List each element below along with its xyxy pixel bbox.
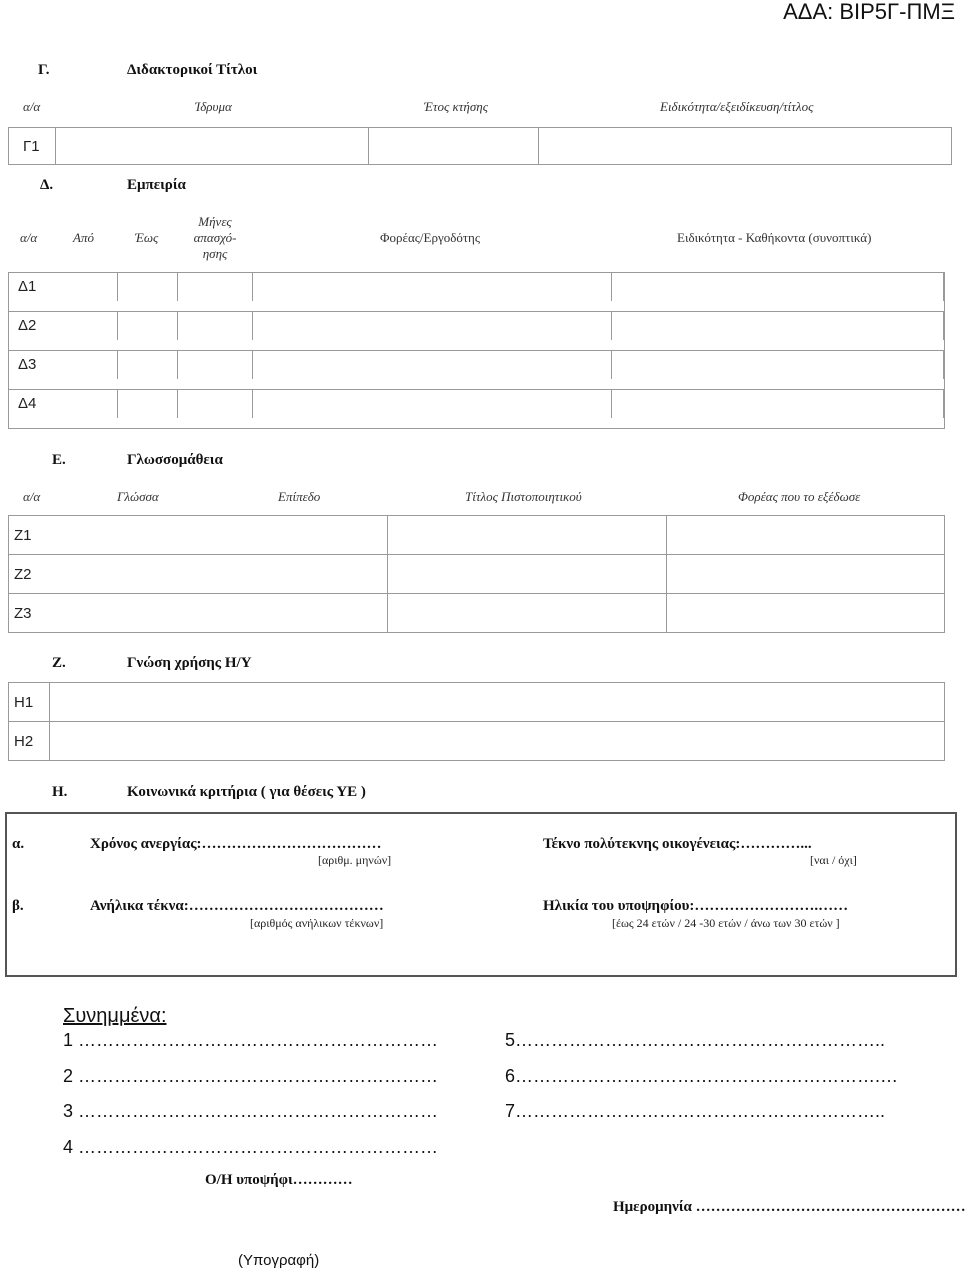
column-header-months-line: ησης xyxy=(202,246,228,261)
from-cell xyxy=(118,390,178,418)
column-header-institution: Ίδρυμα xyxy=(195,99,232,114)
unemployment-field: Χρόνος ανεργίας:……………………………… xyxy=(90,836,382,852)
candidate-age-hint: [έως 24 ετών / 24 -30 ετών / άνω των 30 ετών ] xyxy=(612,916,840,930)
date-field: Ημερομηνία ……………………………………………… xyxy=(613,1199,966,1215)
column-header-level: Επίπεδο xyxy=(278,489,321,504)
attachment-line: 2 …………………………………………………… xyxy=(63,1066,439,1086)
doctoral-titles-table xyxy=(8,127,952,165)
large-family-hint: [ναι / όχι] xyxy=(810,853,857,867)
column-header-from: Από xyxy=(73,230,94,245)
row-label: Δ2 xyxy=(9,312,118,340)
column-header-employer: Φορέας/Εργοδότης xyxy=(380,230,480,245)
section-e-title: Γλωσσομάθεια xyxy=(127,452,223,468)
large-family-field: Τέκνο πολύτεκνης οικογένειας:…………... xyxy=(543,836,812,852)
table-row xyxy=(9,722,944,760)
column-header-specialty: Ειδικότητα/εξειδίκευση/τίτλος xyxy=(660,99,814,114)
duties-cell xyxy=(9,379,118,390)
duties-cell xyxy=(9,340,118,351)
column-header-months-line: απασχό- xyxy=(193,230,237,245)
row-label: Ζ2 xyxy=(9,555,388,593)
section-e-letter: Ε. xyxy=(52,452,66,468)
section-h-letter: Η. xyxy=(52,784,68,800)
column-header-language: Γλώσσα xyxy=(117,489,159,504)
months-cell xyxy=(253,351,612,379)
attachment-line: 3 …………………………………………………… xyxy=(63,1101,439,1121)
from-cell xyxy=(118,273,178,301)
table-row xyxy=(9,128,951,164)
table-row xyxy=(9,594,944,632)
table-row xyxy=(9,683,944,722)
section-g-title: Διδακτορικοί Τίτλοι xyxy=(127,62,258,78)
column-header-to: Έως xyxy=(135,230,159,245)
to-cell xyxy=(178,273,253,301)
to-cell xyxy=(178,390,253,418)
ada-code: ΑΔΑ: ΒΙΡ5Γ-ΠΜΞ xyxy=(783,0,955,24)
section-h-title: Κοινωνικά κριτήρια ( για θέσεις ΥΕ ) xyxy=(127,784,366,800)
section-d-title: Εμπειρία xyxy=(127,177,186,193)
attachment-line: 4 …………………………………………………… xyxy=(63,1137,439,1157)
candidate-age-field: Ηλικία του υποψηφίου:…………………….…… xyxy=(543,898,849,914)
column-header-index: α/α xyxy=(23,99,41,114)
section-g-letter: Γ. xyxy=(38,62,50,78)
row-label: Δ4 xyxy=(9,390,118,418)
row-label: Η2 xyxy=(9,722,50,760)
row-label: Η1 xyxy=(9,683,50,721)
candidate-label: Ο/Η υποψήφι………… xyxy=(205,1172,353,1188)
column-header-index: α/α xyxy=(20,230,38,245)
to-cell xyxy=(178,351,253,379)
minor-children-field: Ανήλικα τέκνα:………………………………… xyxy=(90,898,384,914)
attachments-title: Συνημμένα: xyxy=(63,1005,167,1027)
from-cell xyxy=(118,351,178,379)
certificate-cell xyxy=(388,594,667,632)
row-label: Γ1 xyxy=(9,128,56,164)
column-header-index: α/α xyxy=(23,489,41,504)
certificate-cell xyxy=(388,555,667,593)
section-z-title: Γνώση χρήσης Η/Υ xyxy=(127,655,252,671)
languages-table xyxy=(8,515,945,633)
table-row xyxy=(9,351,944,390)
specialty-cell xyxy=(539,128,951,164)
column-header-months-line: Μήνες xyxy=(198,214,232,229)
table-row xyxy=(9,390,944,428)
duties-cell xyxy=(9,301,118,312)
experience-table xyxy=(8,272,945,429)
column-header-certificate: Τίτλος Πιστοποιητικού xyxy=(465,489,582,504)
row-label: Δ1 xyxy=(9,273,118,301)
issuer-cell xyxy=(667,555,944,593)
table-row xyxy=(9,555,944,594)
duties-cell xyxy=(9,418,118,429)
table-row xyxy=(9,516,944,555)
row-label: Ζ1 xyxy=(9,516,388,554)
column-header-issuer: Φορέας που το εξέδωσε xyxy=(738,489,861,504)
employer-cell xyxy=(612,312,944,340)
months-cell xyxy=(253,312,612,340)
table-row xyxy=(9,312,944,351)
table-row xyxy=(9,273,944,312)
months-cell xyxy=(253,390,612,418)
social-criteria-box xyxy=(5,812,957,977)
column-header-year: Έτος κτήσης xyxy=(424,99,488,114)
institution-cell xyxy=(56,128,369,164)
computer-skills-table xyxy=(8,682,945,761)
employer-cell xyxy=(612,351,944,379)
attachment-line: 7…………………………………………………….. xyxy=(505,1101,886,1121)
attachment-line: 5…………………………………………………….. xyxy=(505,1030,886,1050)
employer-cell xyxy=(612,390,944,418)
minor-children-hint: [αριθμός ανήλικων τέκνων] xyxy=(250,916,384,930)
attachment-line: 6…………………………………………………….… xyxy=(505,1066,899,1086)
signature-label: (Υπογραφή) xyxy=(238,1252,320,1269)
skill-cell xyxy=(50,683,944,721)
year-cell xyxy=(369,128,539,164)
issuer-cell xyxy=(667,594,944,632)
certificate-cell xyxy=(388,516,667,554)
row-label: Ζ3 xyxy=(9,594,388,632)
section-z-letter: Ζ. xyxy=(52,655,66,671)
months-cell xyxy=(253,273,612,301)
from-cell xyxy=(118,312,178,340)
unemployment-hint: [αριθμ. μηνών] xyxy=(318,853,392,867)
skill-cell xyxy=(50,722,944,760)
issuer-cell xyxy=(667,516,944,554)
section-d-letter: Δ. xyxy=(40,177,54,193)
to-cell xyxy=(178,312,253,340)
column-header-duties: Ειδικότητα - Καθήκοντα (συνοπτικά) xyxy=(677,230,872,245)
row-label: Δ3 xyxy=(9,351,118,379)
column-header-months xyxy=(180,214,250,262)
criterion-marker: β. xyxy=(12,898,24,914)
criterion-marker: α. xyxy=(12,836,25,852)
employer-cell xyxy=(612,273,944,301)
attachment-line: 1 …………………………………………………… xyxy=(63,1030,439,1050)
